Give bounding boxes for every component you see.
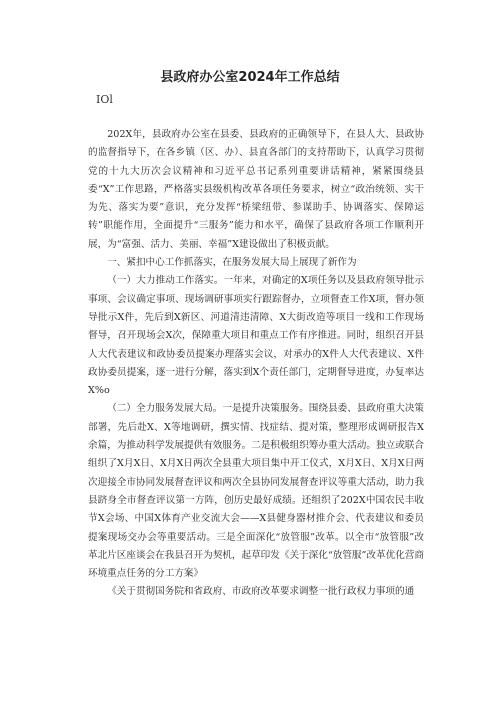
- document-body: [88, 126, 424, 602]
- document-title: 县政府办公室2024年工作总结: [160, 70, 340, 85]
- section-heading: 一、紧扣中心工作抓落实，在服务发展大局上展现了新作为: [107, 257, 357, 269]
- paragraph-intro: 202X年，县政府办公室在县委、县政府的正确领导下，在县人大、县政协的监督指导下，在各乡镇（区、办）、县直各部门的支持帮助下，认真学习贯彻党的十九大历次会议精神和习近平总书记系列重要讲话精神，紧紧围绕县委“X”工作思路，严格落实县级机构改革各项任务要求，树立“政治统领、实干为先、落实为要”意识，充分发挥“桥梁纽带、参谋助手、协调落实、保障运转”职能作用，全面提升“三服务”能力和水平，确保了县政府各项工作顺利开展，为“富强、活力、美丽、幸福”X建设做出了积极贡献。: [88, 129, 424, 250]
- author-mark: IOl: [96, 93, 113, 106]
- paragraph-1: （一）大力推动工作落实。一年来，对确定的X项任务以及县政府领导批示事项、会议确定事项、现场调研事项实行跟踪督办，立项督查工作X项，督办领导批示X件，先后到X新区、河道清违清障、X大街改造等项目一线和工作现场督导，召开现场会X次，保障重大项目和重点工作有序推进。同时，组织召开县人大代表建议和政协委员提案办理落实会议，对承办的X件人大代表建议、X件政协委员提案，逐一进行分解，落实到X个责任部门，定期督导进度，办复率达X%o: [88, 275, 424, 397]
- paragraph-3: 《关于贯彻国务院和省政府、市政府改革要求调整一批行政权力事项的通: [107, 586, 415, 598]
- paragraph-2: （二）全力服务发展大局。一是提升决策服务。围绕县委、县政府重大决策部署，先后赴X、X等地调研，撰实情、找症结、提对策，整理形成调研报告X余篇，为推动科学发展提供有效服务。二是积极组织筹办重大活动。独立或联合组织了X月X日、X月X日两次全县重大项目集中开工仪式，X月X日、X月X日两次迎接全市协同发展督查评议和两次全县协同发展督查评议等重大活动，助力我县跻身全市督查评议第一方阵，创历史最好成绩。还组织了202X中国农民丰收节X会场、中国X体育产业交流大会——X县健身器材推介会、代表建议和委员提案现场交办会等重要活动。三是全面深化“放管服”改革。以全市“放管服”改革北片区座谈会在我县召开为契机，起草印发《关于深化“放管服”改革优化营商环境重点任务的分工方案》: [88, 403, 424, 580]
